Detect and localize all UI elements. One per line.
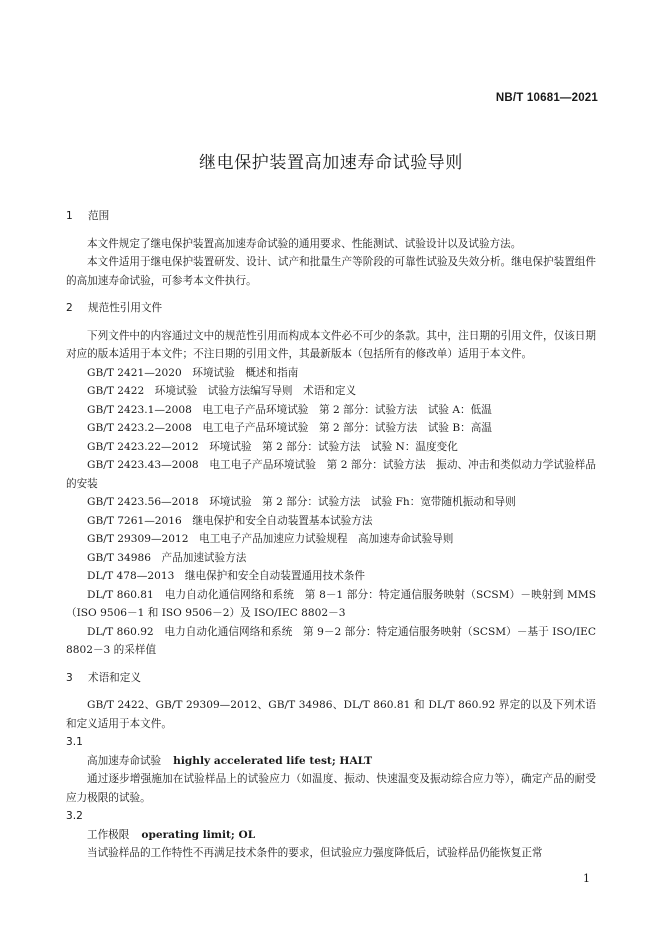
reference-item: GB/T 2421—2020 环境试验 概述和指南 — [87, 366, 299, 379]
scope-paragraph: 本文件规定了继电保护装置高加速寿命试验的通用要求、性能测试、试验设计以及试验方法。 — [87, 237, 522, 250]
reference-item: GB/T 2423.56—2018 环境试验 第 2 部分：试验方法 试验 Fh：宽带随机振动和导则 — [87, 496, 516, 508]
reference-item: DL/T 860.81 电力自动化通信网络和系统 第 8－1 部分：特定通信服务映射（SCSM）－映射到 MMS（ISO 9506－1 和 ISO 9506－2）及 ISO/IEC 8802－3 — [66, 588, 596, 619]
reference-item: GB/T 2422 环境试验 试验方法编写导则 术语和定义 — [87, 385, 357, 397]
reference-item: GB/T 7261—2016 继电保护和安全自动装置基本试验方法 — [87, 514, 373, 527]
section-number: 1 — [66, 210, 73, 222]
section-3-heading — [66, 669, 596, 688]
section-1-heading — [66, 207, 596, 226]
reference-item: GB/T 2423.1—2008 电工电子产品环境试验 第 2 部分：试验方法 试验 A：低温 — [87, 403, 492, 416]
references-intro: 下列文件中的内容通过文中的规范性引用而构成本文件必不可少的条款。其中，注日期的引用文件，仅该日期对应的版本适用于本文件；不注日期的引用文件，其最新版本（包括所有的修改单）适用于本文件。 — [66, 329, 596, 360]
reference-item: GB/T 34986 产品加速试验方法 — [87, 551, 247, 564]
term-title — [66, 826, 596, 845]
scope-paragraph: 本文件适用于继电保护装置研发、设计、试产和批量生产等阶段的可靠性试验及失效分析。继电保护装置组件的高加速寿命试验，可参考本文件执行。 — [66, 256, 596, 287]
term-definition: 当试验样品的工作特性不再满足技术条件的要求，但试验应力强度降低后，试验样品仍能恢复正常 — [87, 847, 543, 859]
reference-item: GB/T 29309—2012 电工电子产品加速应力试验规程 高加速寿命试验导则 — [87, 533, 454, 545]
term-chinese-name: 工作极限 — [87, 828, 130, 841]
section-number: 2 — [66, 302, 73, 314]
section-title: 术语和定义 — [88, 671, 141, 684]
section-title: 规范性引用文件 — [88, 302, 163, 314]
term-number: 3.1 — [66, 736, 83, 748]
page-number: 1 — [583, 872, 590, 885]
reference-item: GB/T 2423.2—2008 电工电子产品环境试验 第 2 部分：试验方法 试验 B：高温 — [87, 422, 492, 434]
term-title — [66, 752, 596, 771]
section-title: 范围 — [88, 210, 110, 222]
term-chinese-name: 高加速寿命试验 — [87, 754, 162, 767]
section-number: 3 — [66, 671, 73, 684]
term-english-name: highly accelerated life test; HALT — [173, 754, 373, 767]
section-2-heading — [66, 299, 596, 318]
reference-item: GB/T 2423.43—2008 电工电子产品环境试验 第 2 部分：试验方法 振动、冲击和类似动力学试验样品的安装 — [66, 459, 596, 490]
terms-intro: GB/T 2422、GB/T 29309—2012、GB/T 34986、DL/T 860.81 和 DL/T 860.92 界定的以及下列术语和定义适用于本文件。 — [66, 699, 596, 730]
reference-item: GB/T 2423.22—2012 环境试验 第 2 部分：试验方法 试验 N：温度变化 — [87, 440, 458, 453]
reference-item: DL/T 860.92 电力自动化通信网络和系统 第 9－2 部分：特定通信服务映射（SCSM）－基于 ISO/IEC 8802－3 的采样值 — [66, 625, 596, 656]
reference-item: DL/T 478—2013 继电保护和安全自动装置通用技术条件 — [87, 570, 365, 582]
document-code: NB/T 10681—2021 — [495, 92, 598, 104]
term-definition: 通过逐步增强施加在试验样品上的试验应力（如温度、振动、快速温变及振动综合应力等），确定产品的耐受应力极限的试验。 — [66, 773, 596, 804]
term-number: 3.2 — [66, 810, 83, 822]
term-english-name: operating limit; OL — [141, 828, 256, 841]
document-title: 继电保护装置高加速寿命试验导则 — [199, 153, 463, 173]
document-body — [66, 207, 596, 863]
